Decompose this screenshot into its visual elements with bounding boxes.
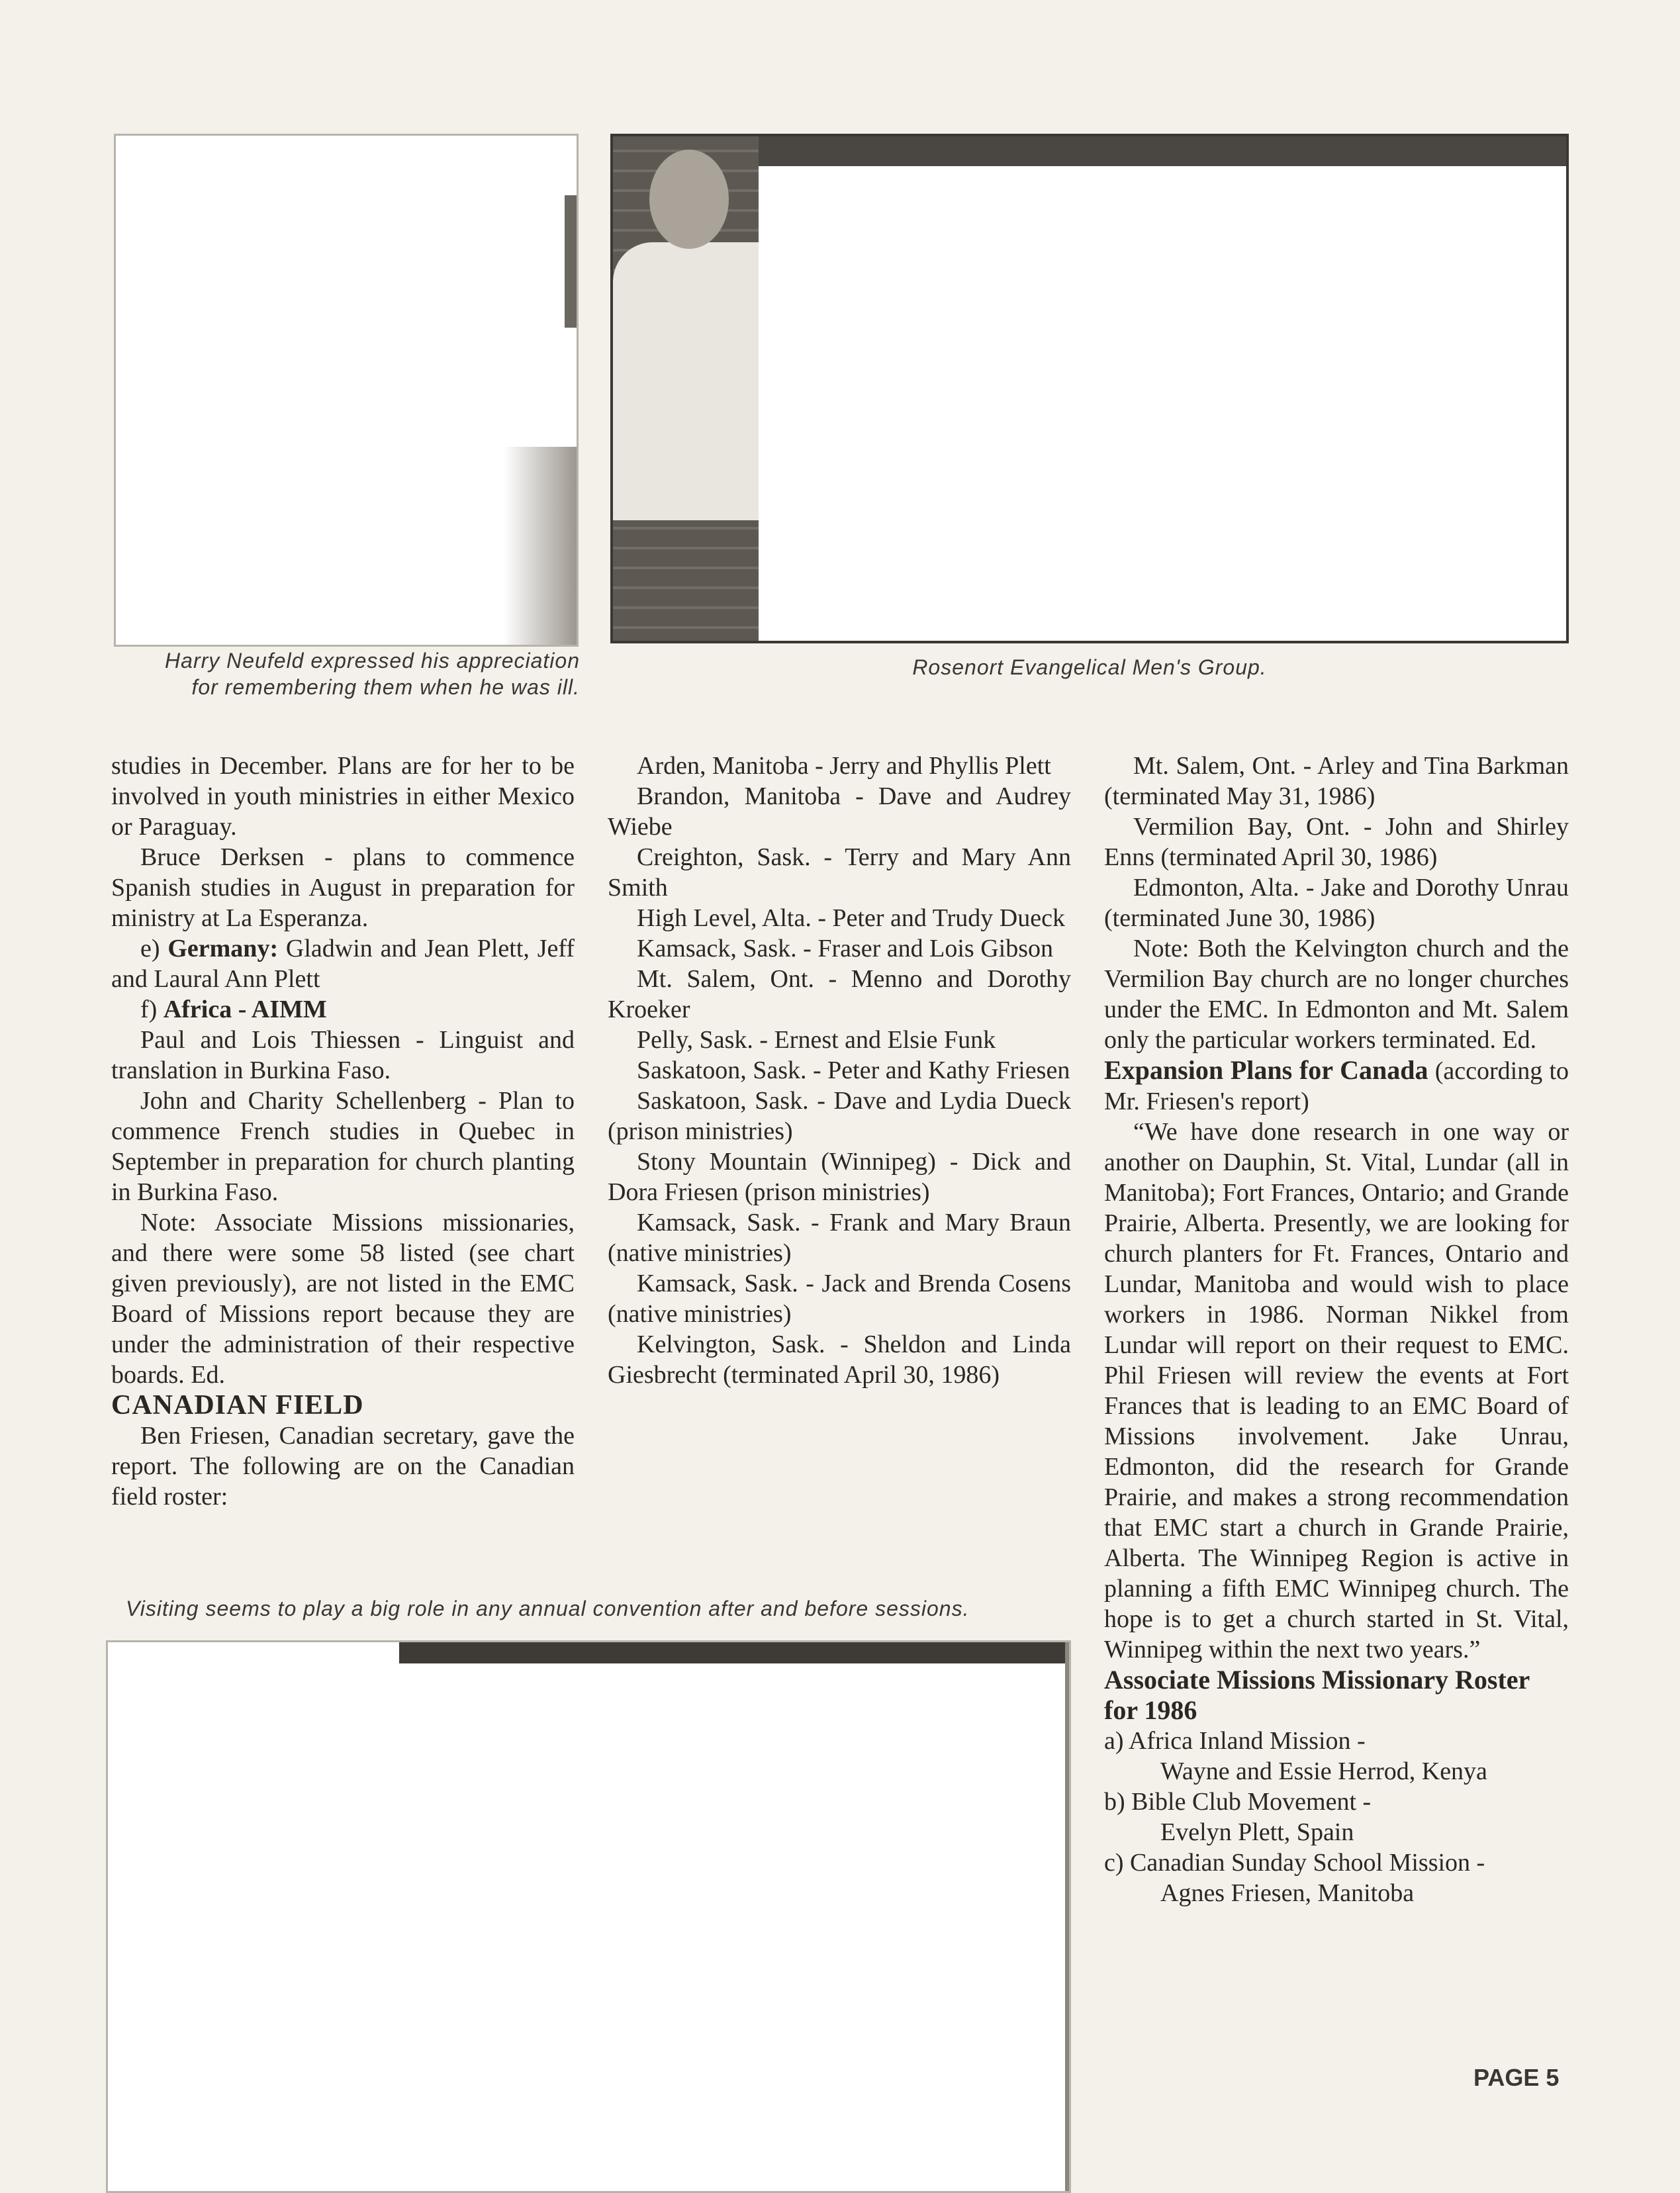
associate-roster-list [1104,1726,1569,1908]
expansion-quote: “We have done research in one way or another on Dauphin, St. Vital, Lundar (all in Manitoba); Fort Frances, Ontario; and Grande Prairie, Alberta. Presently, we are looking for church planters for Ft. Frances, Ontario and Lundar, Manitoba and would wish to place workers in 1986. Norman Nikkel from Lundar will report on their request to EMC. Phil Friesen will review the events at Fort Frances that is leading to an EMC Board of Missions involvement. Jake Unrau, Edmonton, did the research for Grande Prairie, and makes a strong recommendation that EMC start a church in Grande Prairie, Alberta. The Winnipeg Region is active in planning a fifth EMC Winnipeg church. The hope is to get a church started in St. Vital, Winnipeg within the next two years.” [1104,1118,1569,1663]
column-3 [1104,751,1569,1908]
roster-item: Pelly, Sask. - Ernest and Elsie Funk [637,1026,996,1054]
caption-harry [117,647,580,700]
photo-rosenort-mens-group [610,134,1569,643]
col1-paragraph-5: Note: Associate Missions missionaries, and there were some 58 listed (see chart given previously), are not listed in the EMC Board of Missions report because they are under the administration of their respective boards. Ed. [111,1209,575,1389]
roster-item: Mt. Salem, Ont. - Menno and Dorothy Kroeker [608,965,1071,1023]
caption-harry-line-1: Harry Neufeld expressed his appreciation [165,649,580,673]
roster-item: Edmonton, Alta. - Jake and Dorothy Unrau (terminated June 30, 1986) [1104,874,1569,932]
page-number: PAGE 5 [1473,2064,1560,2091]
expansion-heading: Expansion Plans for Canada [1104,1055,1428,1085]
col1-paragraph-4: John and Charity Schellenberg - Plan to commence French studies in Quebec in September in preparation for church planting in Burkina Faso. [111,1087,575,1206]
col1-africa [111,994,575,1025]
germany-prefix: e) [140,935,168,962]
associate-roster-heading: Associate Missions Missionary Roster for 1986 [1104,1665,1530,1725]
photo-shadow-right [504,447,577,645]
roster-item: Arden, Manitoba - Jerry and Phyllis Plett [637,752,1051,780]
canadian-field-heading: CANADIAN FIELD [111,1390,364,1421]
column-2 [608,751,1071,1390]
associate-roster-label: b) Bible Club Movement - [1104,1788,1372,1816]
africa-prefix: f) [140,996,163,1023]
caption-rosenort: Rosenort Evangelical Men's Group. [912,655,1267,679]
photo-shadow-edge [565,195,577,328]
roster-item: Kelvington, Sask. - Sheldon and Linda Giesbrecht (terminated April 30, 1986) [608,1330,1071,1389]
col1-paragraph-3: Paul and Lois Thiessen - Linguist and translation in Burkina Faso. [111,1026,575,1084]
associate-roster-detail: Agnes Friesen, Manitoba [1160,1879,1415,1907]
col1-paragraph-6: Ben Friesen, Canadian secretary, gave the report. The following are on the Canadian field roster: [111,1422,575,1511]
associate-roster-label: a) Africa Inland Mission - [1104,1727,1366,1755]
germany-text: Gladwin and Jean Plett, Jeff and Laural Ann Plett [111,935,575,993]
roster-item: Mt. Salem, Ont. - Arley and Tina Barkman (terminated May 31, 1986) [1104,752,1569,810]
africa-label: Africa - AIMM [163,996,327,1023]
germany-label: Germany: [167,935,279,962]
expansion-intro: (according to Mr. Friesen's report) [1104,1057,1569,1115]
roster-item: Kamsack, Sask. - Frank and Mary Braun (native ministries) [608,1209,1071,1267]
roster-item: Saskatoon, Sask. - Dave and Lydia Dueck (prison ministries) [608,1087,1071,1145]
photo-harry-neufeld [114,134,579,647]
roster-item: Vermilion Bay, Ont. - John and Shirley Enns (terminated April 30, 1986) [1104,813,1569,871]
roster-item: Kamsack, Sask. - Fraser and Lois Gibson [637,935,1054,962]
roster-item: High Level, Alta. - Peter and Trudy Dueck [637,904,1065,932]
photo-right-edge [1065,1642,1069,2193]
roster-item: Kamsack, Sask. - Jack and Brenda Cosens (native ministries) [608,1270,1071,1328]
roster-item: Saskatoon, Sask. - Peter and Kathy Friesen [637,1056,1070,1084]
col1-germany [111,933,575,994]
photo-visiting [106,1640,1071,2193]
caption-visiting: Visiting seems to play a big role in any annual convention after and before sessions. [126,1597,970,1620]
column-1 [111,751,575,1512]
associate-roster-label: c) Canadian Sunday School Mission - [1104,1849,1485,1877]
roster-item: Stony Mountain (Winnipeg) - Dick and Dora Friesen (prison ministries) [608,1148,1071,1206]
photo-man-shirt [613,242,759,520]
photo-dark-strip [399,1642,1071,1663]
col3-note: Note: Both the Kelvington church and the Vermilion Bay church are no longer churches under the EMC. In Edmonton and Mt. Salem only the particular workers terminated. Ed. [1104,935,1569,1054]
roster-item: Brandon, Manitoba - Dave and Audrey Wiebe [608,782,1071,841]
associate-roster-detail: Evelyn Plett, Spain [1160,1818,1354,1846]
col1-paragraph-1: studies in December. Plans are for her to be involved in youth ministries in either Mexico or Paraguay. [111,752,575,841]
photo-whiteout-low [792,520,1569,643]
associate-roster-detail: Wayne and Essie Herrod, Kenya [1160,1757,1487,1785]
caption-harry-line-2: for remembering them when he was ill. [191,675,580,699]
col1-paragraph-2: Bruce Derksen - plans to commence Spanish studies in August in preparation for ministry at La Esperanza. [111,843,575,932]
photo-man-head [649,150,729,249]
roster-item: Creighton, Sask. - Terry and Mary Ann Smith [608,843,1071,902]
expansion-paragraph [1104,1055,1569,1117]
